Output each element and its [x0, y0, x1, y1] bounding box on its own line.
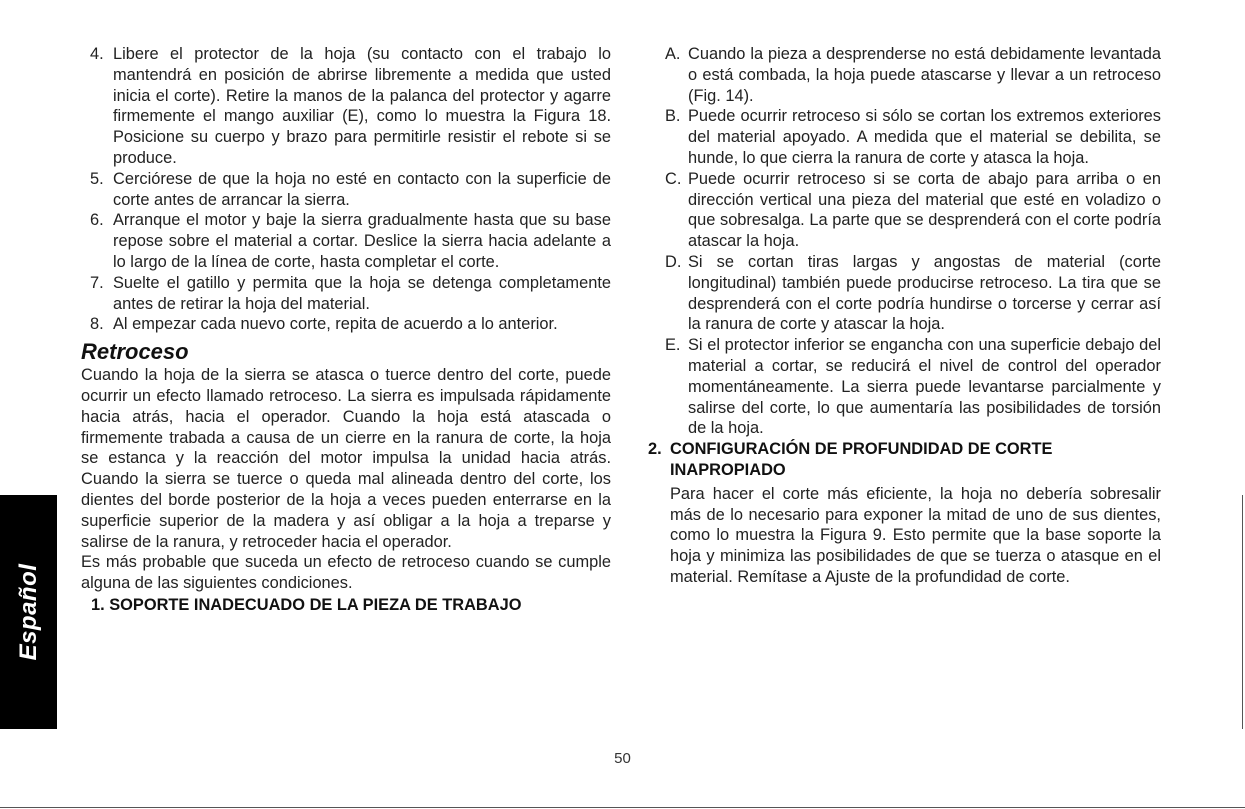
subsection-heading: 1. SOPORTE INADECUADO DE LA PIEZA DE TRABAJO	[91, 595, 522, 614]
item-number: 4.	[90, 45, 104, 63]
item-text: Suelte el gatillo y permita que la hoja se detenga completamente antes de retirar la hoja del material.	[113, 273, 611, 313]
paragraph: Para hacer el corte más eficiente, la hoja no debería sobresalir más de lo necesario para exponer la mitad de uno de sus dientes, como lo muestra la Figura 9. Esto permite que la base soporte la hoja y minimiza las posibilidades de que se tuerza o atasque en el material. Remítase a Ajuste de la profundidad de corte.	[670, 484, 1161, 586]
item-text: Cuando la pieza a desprenderse no está debidamente levantada o está combada, la hoja puede atascarse y llevar a un retroceso (Fig. 14).	[688, 45, 1161, 105]
subsection-number: 2.	[648, 440, 662, 459]
bottom-rule	[0, 807, 1245, 808]
item-text: Puede ocurrir retroceso si se corta de abajo para arriba o en dirección vertical una pieza del material que esté en voladizo o que sobresalga. La parte que se desprenderá con el corte podría atascar la hoja.	[688, 169, 1161, 251]
list-item	[648, 335, 1161, 439]
item-text: Si se cortan tiras largas y angostas de material (corte longitudinal) también puede producirse retroceso. La tira que se desprenderá con el corte podría hundirse o torcerse y cerrar así la ranura de corte y atascar la hoja.	[688, 252, 1161, 334]
list-item	[81, 169, 611, 211]
list-item	[81, 210, 611, 272]
item-text: Puede ocurrir retroceso si sólo se cortan los extremos exteriores del material apoyado. A medida que el material se debilita, se hunde, lo que cierra la ranura de corte y atasca la hoja.	[688, 107, 1161, 167]
list-item	[81, 44, 611, 169]
list-item	[81, 273, 611, 315]
item-letter: A.	[665, 45, 681, 63]
item-letter: C.	[665, 169, 682, 188]
subsection-title: CONFIGURACIÓN DE PROFUNDIDAD DE CORTE INAPROPIADO	[670, 440, 1053, 479]
left-column	[81, 44, 611, 616]
item-text: Al empezar cada nuevo corte, repita de acuerdo a lo anterior.	[113, 315, 558, 334]
list-item	[648, 106, 1161, 168]
section-heading: Retroceso	[81, 339, 189, 365]
side-tab-label: Español	[14, 563, 42, 661]
list-item	[648, 169, 1161, 252]
paragraph: Cuando la hoja de la sierra se atasca o tuerce dentro del corte, puede ocurrir un efecto llamado retroceso. La sierra es impulsada rápidamente hacia atrás, hacia el operador. Cuando la hoja está atascada o firmemente trabada a causa de un cierre en la ranura de corte, la hoja se estanca y la reacción del motor impulsa la unidad hacia atrás. Cuando la sierra se tuerce o queda mal alineada dentro del corte, los dientes del borde posterior de la hoja a veces pueden enterrarse en la superficie superior de la madera y así obligar a la hoja a treparse y salirse de la ranura, y retroceder hacia el operador.	[81, 366, 611, 551]
item-number: 8.	[90, 315, 104, 334]
item-letter: E.	[665, 336, 681, 355]
list-item	[648, 44, 1161, 106]
language-side-tab	[0, 495, 57, 729]
item-text: Libere el protector de la hoja (su contacto con el trabajo lo mantendrá en posición de abrirse libremente a medida que usted inicia el corte). Retire la manos de la palanca del protector y agarre firmemente el mango auxiliar (E), como lo muestra la Figura 18. Posicione su cuerpo y brazo para permitirle resistir el rebote si se produce.	[113, 45, 611, 167]
item-letter: D.	[665, 252, 682, 271]
item-text: Arranque el motor y baje la sierra gradualmente hasta que su base repose sobre el material a cortar. Deslice la sierra hacia adelante a lo largo de la línea de corte, hasta completar el corte.	[113, 211, 611, 271]
item-text: Si el protector inferior se engancha con una superficie debajo del material a cortar, se reducirá el nivel de control del operador momentáneamente. La sierra puede levantarse parcialmente y salirse del corte, lo que aumentaría las posibilidades de torsión de la hoja.	[688, 336, 1161, 438]
item-number: 7.	[90, 273, 104, 292]
right-column	[648, 44, 1161, 588]
list-item	[648, 252, 1161, 335]
item-number: 6.	[90, 211, 104, 230]
item-number: 5.	[90, 169, 104, 188]
page-number: 50	[614, 750, 631, 767]
item-text: Cerciórese de que la hoja no esté en contacto con la superficie de corte antes de arrancar la sierra.	[113, 169, 611, 209]
item-letter: B.	[665, 107, 681, 126]
list-item	[81, 314, 611, 335]
subsection-heading	[648, 439, 1161, 481]
paragraph: Es más probable que suceda un efecto de retroceso cuando se cumple alguna de las siguientes condiciones.	[81, 553, 611, 593]
edge-line	[1242, 495, 1243, 729]
